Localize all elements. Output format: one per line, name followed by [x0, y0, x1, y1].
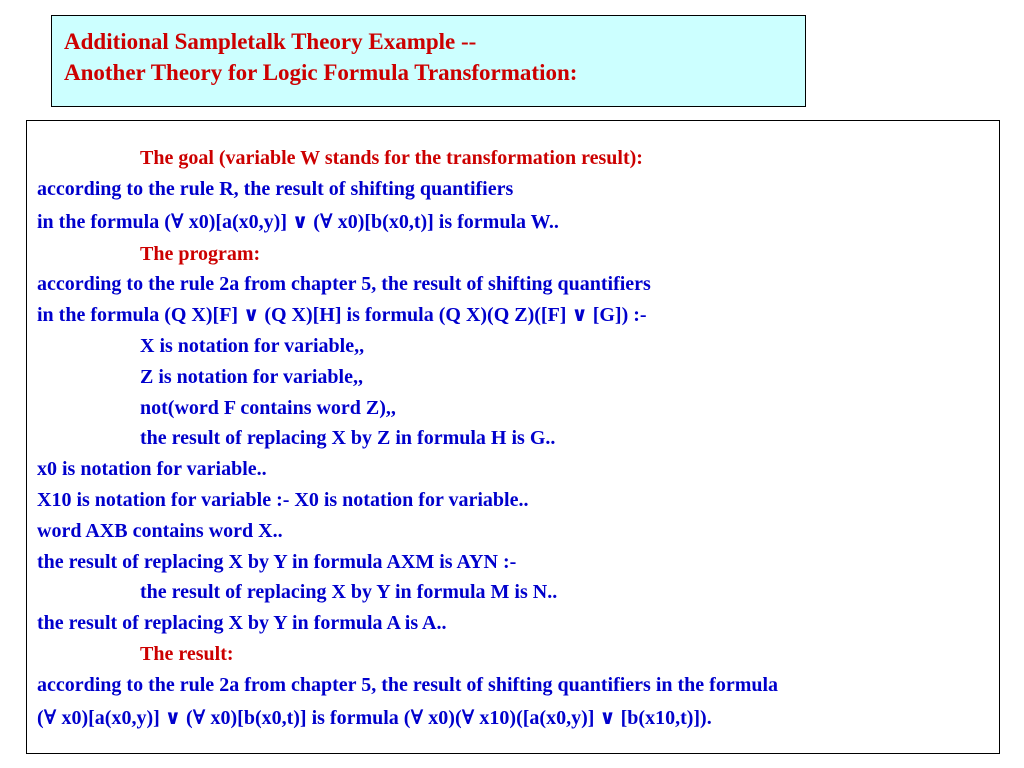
goal-line-1: according to the rule R, the result of shifting quantifiers: [37, 177, 514, 200]
program-line-5: not(word F contains word Z),,: [140, 396, 396, 419]
program-line-11: the result of replacing X by Y in formula M is N..: [140, 581, 558, 604]
program-line-10: the result of replacing X by Y in formula AXM is AYN :-: [37, 550, 517, 573]
slide-title-line-1: Additional Sampletalk Theory Example --: [64, 29, 477, 54]
program-line-7: x0 is notation for variable..: [37, 458, 267, 481]
slide-title-line-2: Another Theory for Logic Formula Transformation:: [64, 60, 578, 85]
program-line-8: X10 is notation for variable :- X0 is notation for variable..: [37, 488, 529, 511]
program-line-4: Z is notation for variable,,: [140, 365, 363, 388]
program-line-12: the result of replacing X by Y in formula A is A..: [37, 612, 447, 635]
program-line-6: the result of replacing X by Z in formula H is G..: [140, 427, 556, 450]
goal-heading: The goal (variable W stands for the transformation result):: [140, 147, 643, 169]
program-line-9: word AXB contains word X..: [37, 519, 283, 542]
result-line-2: (∀ x0)[a(x0,y)] ∨ (∀ x0)[b(x0,t)] is formula (∀ x0)(∀ x10)([a(x0,y)] ∨ [b(x10,t)]).: [37, 706, 712, 729]
program-line-3: X is notation for variable,,: [140, 334, 365, 357]
result-line-1: according to the rule 2a from chapter 5, the result of shifting quantifiers in the formula: [37, 673, 779, 696]
title-box: [51, 15, 806, 107]
result-heading: The result:: [140, 642, 234, 665]
program-line-1: according to the rule 2a from chapter 5, the result of shifting quantifiers: [37, 273, 651, 296]
program-heading: The program:: [140, 242, 261, 265]
goal-line-2: in the formula (∀ x0)[a(x0,y)] ∨ (∀ x0)[b(x0,t)] is formula W..: [37, 210, 559, 233]
content-box: [26, 120, 1000, 754]
program-line-2: in the formula (Q X)[F] ∨ (Q X)[H] is formula (Q X)(Q Z)([F] ∨ [G]) :-: [37, 304, 647, 327]
